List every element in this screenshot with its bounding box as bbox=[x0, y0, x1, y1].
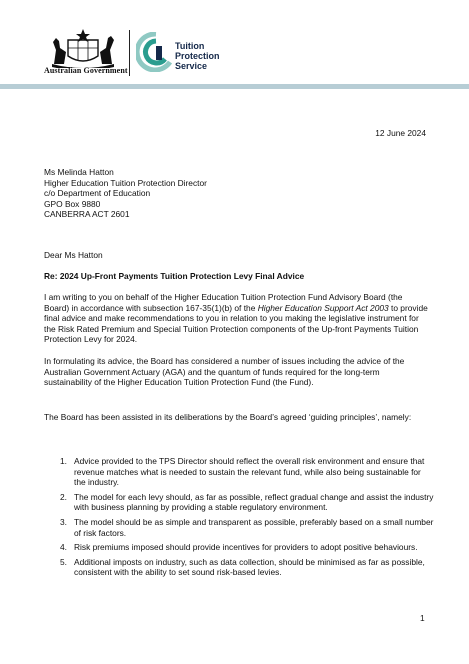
list-text: Advice provided to the TPS Director should reflect the overall risk environment and ensure that revenue matches what is needed to sustain the relevant fund, while also being sustainable for the industry. bbox=[74, 456, 425, 488]
header-divider bbox=[129, 30, 130, 76]
tps-logo-icon bbox=[136, 32, 172, 72]
list-text: Risk premiums imposed should provide incentives for providers to adopt positive behaviours. bbox=[74, 542, 418, 553]
list-item bbox=[44, 557, 434, 578]
paragraph-3: The Board has been assisted in its deliberations by the Board’s agreed ‘guiding principles’, namely: bbox=[44, 412, 412, 422]
tps-wordmark-line: Tuition bbox=[175, 41, 205, 51]
tps-wordmark bbox=[175, 41, 220, 71]
guiding-principles-list bbox=[44, 456, 434, 582]
address-line: Ms Melinda Hatton bbox=[44, 167, 114, 177]
list-text: The model should be as simple and transparent as possible, preferably based on a small number of risk factors. bbox=[74, 516, 434, 538]
list-number: 2. bbox=[60, 491, 67, 502]
paragraph-1 bbox=[44, 292, 429, 345]
address-line: GPO Box 9880 bbox=[44, 198, 101, 209]
list-number: 4. bbox=[60, 542, 67, 553]
paragraph-2: In formulating its advice, the Board has considered a number of issues including the advice of the Australian Government Actuary (AGA) and the quantum of funds required for the long-term sustainability of the Higher Education Tuition Protection Fund (the Fund). bbox=[44, 356, 405, 388]
tps-wordmark-line: Protection bbox=[175, 51, 220, 61]
list-number: 3. bbox=[60, 516, 67, 527]
paragraph-text: I am writing to you on behalf of the Higher Education Tuition Protection Fund Advisory Board (the Board) in accordance with subsection 167-35(1)(b) of the bbox=[44, 292, 403, 313]
list-item bbox=[44, 492, 434, 513]
list-text: Additional imposts on industry, such as data collection, should be minimised as far as possible, consistent with the ability to set sound risk-based levies. bbox=[74, 556, 425, 578]
recipient-address bbox=[44, 167, 429, 220]
address-line: Higher Education Tuition Protection Director bbox=[44, 177, 207, 188]
list-number: 1. bbox=[60, 456, 67, 466]
list-item bbox=[44, 517, 434, 538]
paragraph-text: to provide final advice and make recommendations to you in relation to you making the legislative instrument for the Risk Rated Premium and Special Tuition Protection components of the Up-front Payments Tuition Protection Levy for 2024. bbox=[44, 302, 428, 345]
act-title: Higher Education Support Act 2003 bbox=[257, 302, 389, 313]
header-bar bbox=[0, 84, 469, 89]
list-number: 5. bbox=[60, 556, 67, 567]
tps-wordmark-line: Service bbox=[175, 61, 208, 71]
salutation: Dear Ms Hatton bbox=[44, 250, 103, 260]
list-item bbox=[44, 542, 434, 553]
address-line: CANBERRA ACT 2601 bbox=[44, 209, 130, 220]
list-text: The model for each levy should, as far as possible, reflect gradual change and assist the industry with business planning by providing a stable regulatory environment. bbox=[74, 491, 434, 513]
letterhead bbox=[0, 0, 469, 86]
page-number: 1 bbox=[420, 613, 425, 623]
list-item bbox=[44, 456, 434, 488]
letter-date: 12 June 2024 bbox=[375, 128, 426, 138]
address-line: c/o Department of Education bbox=[44, 188, 151, 199]
subject-line: Re: 2024 Up-Front Payments Tuition Protection Levy Final Advice bbox=[44, 271, 305, 281]
coat-of-arms-icon bbox=[44, 28, 122, 68]
government-name: Australian Government bbox=[44, 66, 128, 75]
